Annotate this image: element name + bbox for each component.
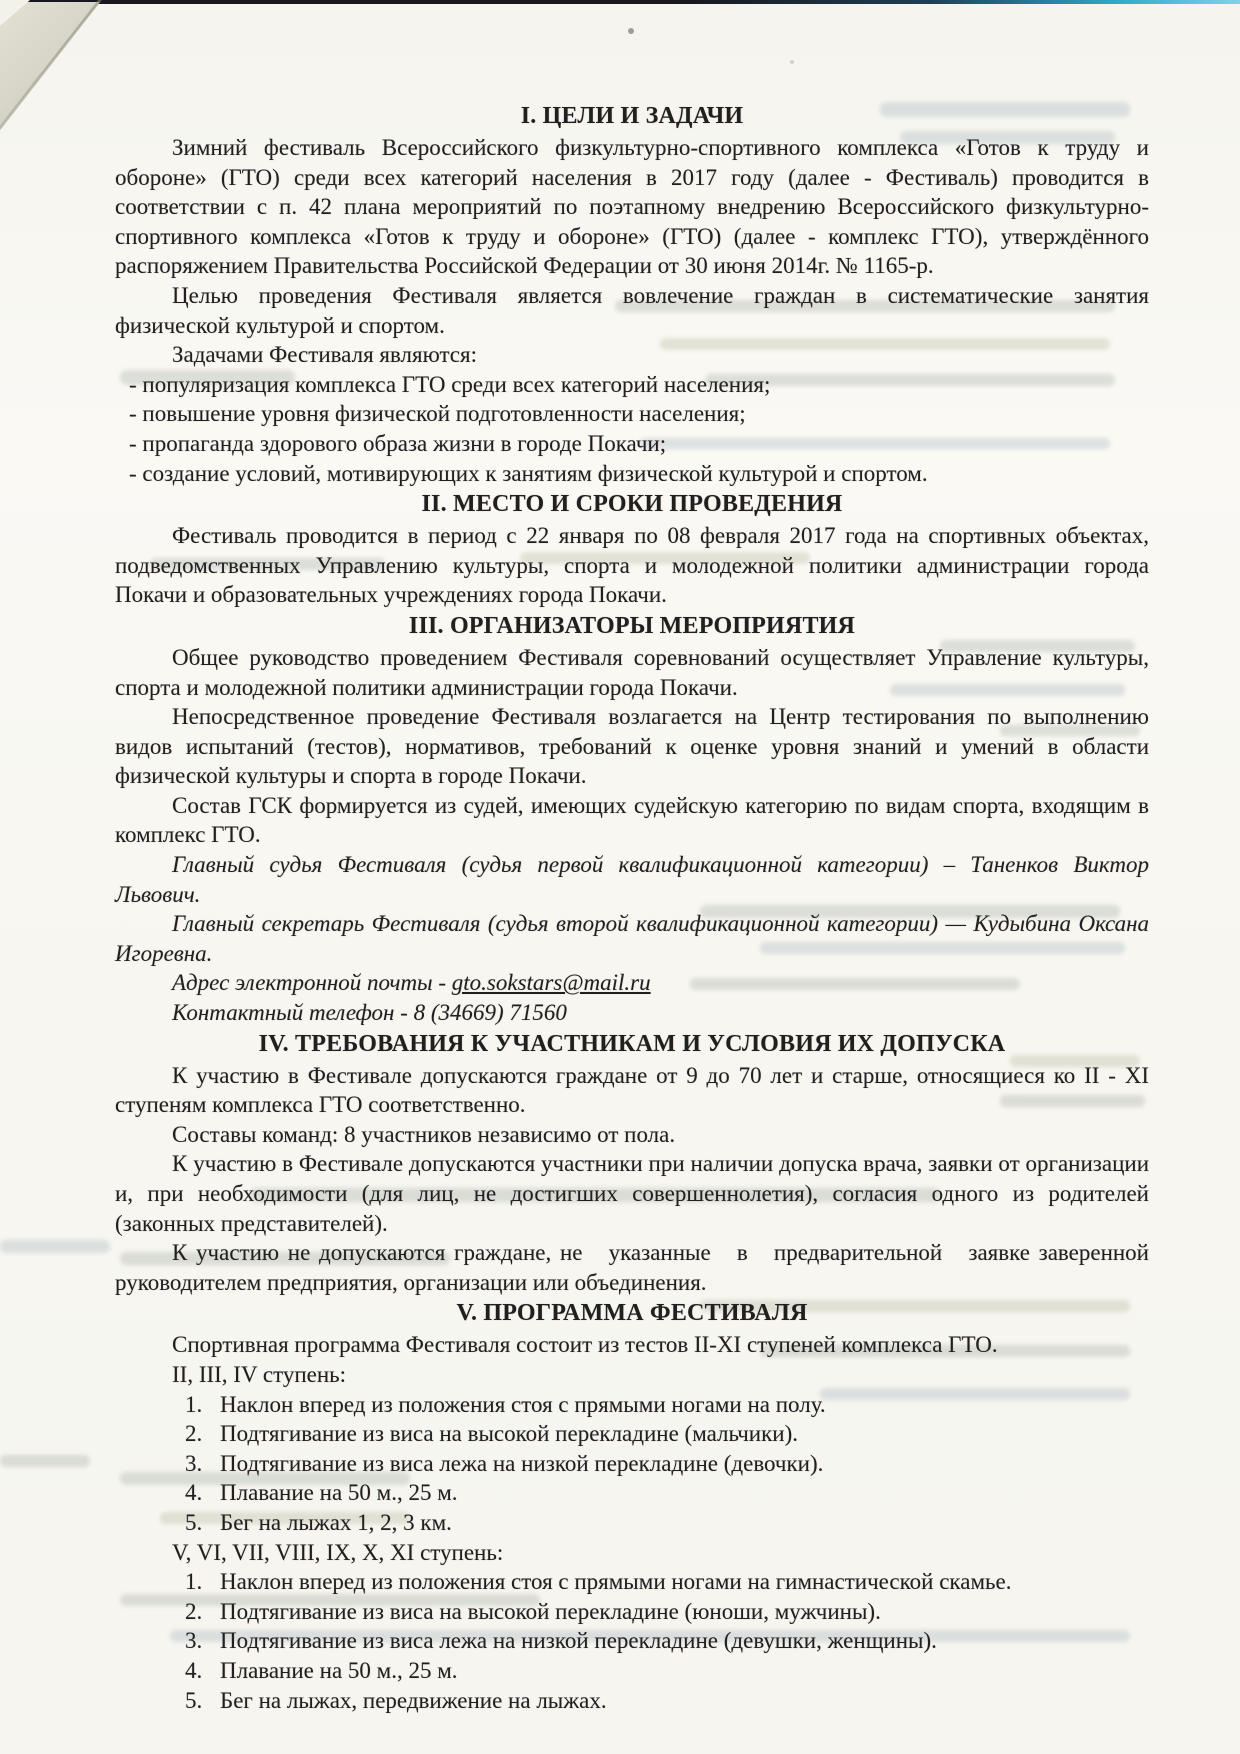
chief-judge-line: Главный судья Фестиваля (судья первой квалификационной категории) – Таненков Виктор Львович. [115,852,1149,907]
item-number: 5. [185,1509,203,1535]
paragraph-festival-basis: Зимний фестиваль Всероссийского физкультурно-спортивного комплекса «Готов к труду и обороне» (ГТО) среди всех категорий населения в 2017 году (далее - Фестиваль) проводится в соответствии с п. 42 плана мероприятий по поэтапному внедрению Всероссийского физкультурно-спортивного комплекса «Готов к труду и обороне» (ГТО) (далее - комплекс ГТО), утверждённого распоряжением Правительства Российской Федерации от 30 июня 2014г. № 1165-р. [115,135,1149,279]
program-item [115,1567,1149,1597]
task-item: - популяризация комплекса ГТО среди всех категорий населения; [129,371,771,397]
program-item [115,1626,1149,1656]
paragraph-non-admission: К участию не допускаются граждане, не указанные в предварительной заявке заверенной руководителем предприятия, организации или объединения. [115,1240,1149,1295]
program-item [115,1449,1149,1479]
item-number: 2. [185,1598,203,1624]
item-text: Подтягивание из виса на высокой перекладине (мальчики). [220,1421,798,1447]
program-item [115,1478,1149,1508]
item-number: 3. [185,1450,203,1476]
section-heading-place-dates: II. МЕСТО И СРОКИ ПРОВЕДЕНИЯ [421,491,843,518]
paragraph-place-dates: Фестиваль проводится в период с 22 января по 08 февраля 2017 года на спортивных объектах, подведомственных Управлению культуры, спорта и молодежной политики администрации города Покачи и образовательных учреждениях города Покачи. [115,523,1149,608]
bleedthrough-artifact [0,1455,90,1467]
item-text: Подтягивание из виса на высокой перекладине (юноши, мужчины). [220,1598,881,1624]
item-text: Наклон вперед из положения стоя с прямыми ногами на полу. [220,1391,826,1417]
section-heading-goals: I. ЦЕЛИ И ЗАДАЧИ [520,103,744,129]
paragraph-admission-conditions: К участию в Фестивале допускаются участники при наличии допуска врача, заявки от организации и, при необходимости (для лиц, не достигших совершеннолетия), согласия одного из родителей (законных представителей). [115,1151,1149,1236]
paragraph-festival-goal: Целью проведения Фестиваля является вовлечение граждан в систематические занятия физической культурой и спортом. [115,282,1149,338]
item-number: 3. [185,1628,203,1654]
section-heading-program: V. ПРОГРАММА ФЕСТИВАЛЯ [456,1300,808,1327]
item-text: Бег на лыжах, передвижение на лыжах. [220,1687,607,1713]
program-item [115,1686,1149,1716]
scan-speck [790,60,794,64]
item-text: Подтягивание из виса лежа на низкой перекладине (девушки, женщины). [220,1628,937,1654]
paragraph-judges-panel: Состав ГСК формируется из судей, имеющих судейскую категорию по видам спорта, входящим в комплекс ГТО. [115,792,1149,848]
item-text: Наклон вперед из положения стоя с прямыми ногами на гимнастической скамье. [220,1569,1012,1595]
chief-secretary-line: Главный секретарь Фестиваля (судья второй квалификационной категории) — Кудыбина Оксана Игоревна. [115,911,1149,966]
program-item [115,1390,1149,1420]
program-item [115,1419,1149,1449]
paragraph-direct-management: Непосредственное проведение Фестиваля возлагается на Центр тестирования по выполнению видов испытаний (тестов), нормативов, требований к оценке уровня знаний и умений в области физической культуры и спорта в городе Покачи. [115,704,1149,789]
scanner-edge-line [0,0,1240,4]
paragraph-team-composition: Составы команд: 8 участников независимо от пола. [172,1121,676,1147]
document-body [115,100,1149,1715]
item-text: Бег на лыжах 1, 2, 3 км. [220,1509,452,1535]
item-text: Плавание на 50 м., 25 м. [220,1657,458,1683]
section-heading-organizers: III. ОРГАНИЗАТОРЫ МЕРОПРИЯТИЯ [408,612,856,639]
item-number: 1. [185,1569,203,1595]
program-item [115,1597,1149,1627]
task-item: - пропаганда здорового образа жизни в городе Покачи; [129,430,667,456]
task-item: - повышение уровня физической подготовленности населения; [129,401,746,427]
item-number: 1. [185,1391,203,1417]
phone-line: Контактный телефон - 8 (34669) 71560 [172,1000,567,1026]
email-line [115,968,1149,998]
item-number: 4. [185,1657,203,1683]
stage-group2-label: V, VI, VII, VIII, IX, X, XI ступень: [172,1539,504,1565]
task-item: - создание условий, мотивирующих к занятиям физической культурой и спортом. [129,460,928,486]
paragraph-age-requirements: К участию в Фестивале допускаются граждане от 9 до 70 лет и старше, относящиеся ко II - XI ступеням комплекса ГТО соответственно. [115,1062,1149,1118]
item-text: Плавание на 50 м., 25 м. [220,1480,458,1506]
paragraph-program-intro: Спортивная программа Фестиваля состоит из тестов II-XI ступеней комплекса ГТО. [172,1332,998,1358]
email-address: gto.sokstars@mail.ru [451,970,651,996]
program-item [115,1508,1149,1538]
item-number: 5. [185,1687,203,1713]
item-text: Подтягивание из виса лежа на низкой перекладине (девочки). [220,1450,824,1476]
item-number: 4. [185,1480,203,1506]
paragraph-tasks-intro: Задачами Фестиваля являются: [172,342,477,368]
paragraph-general-management: Общее руководство проведением Фестиваля соревнований осуществляет Управление культуры, спорта и молодежной политики администрации города Покачи. [115,644,1149,700]
scan-speck [628,28,634,34]
section-heading-requirements: IV. ТРЕБОВАНИЯ К УЧАСТНИКАМ И УСЛОВИЯ ИХ ДОПУСКА [258,1030,1006,1057]
email-label: Адрес электронной почты - [172,970,452,996]
item-number: 2. [185,1421,203,1447]
stage-group1-label: II, III, IV ступень: [172,1361,347,1387]
program-item [115,1656,1149,1686]
bleedthrough-artifact [0,1240,110,1253]
